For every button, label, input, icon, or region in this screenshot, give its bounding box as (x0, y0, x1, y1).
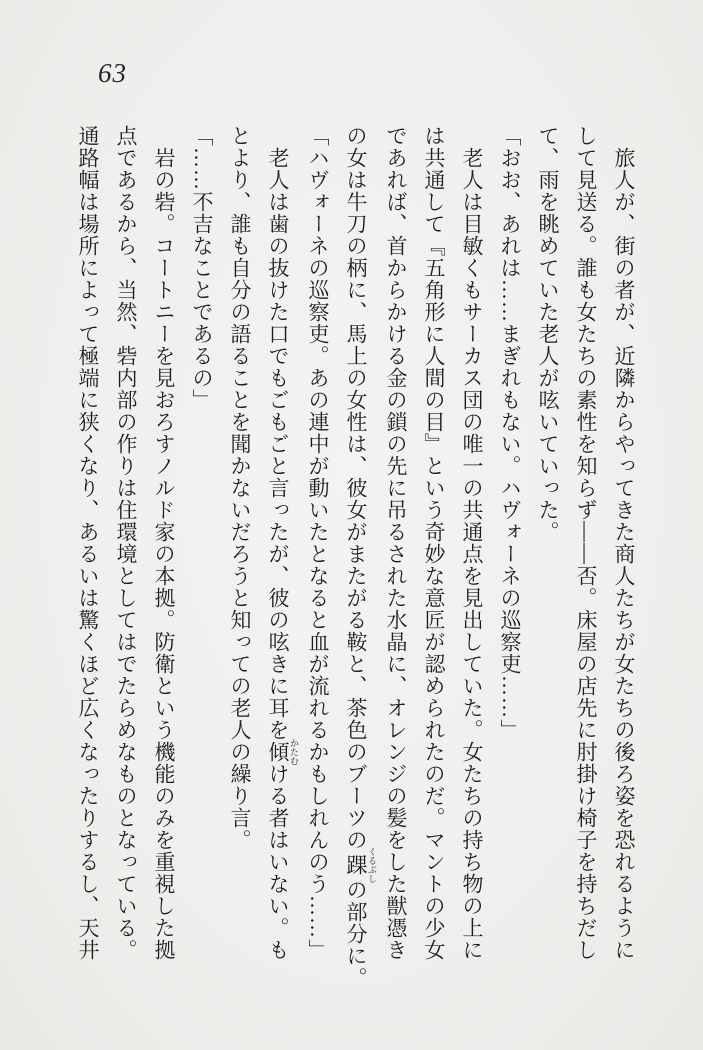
novel-text-block (69, 125, 643, 989)
text-line: 老人は歯の抜けた口でもごもごと言ったが、彼の呟きに耳を傾 かたむける者はいない。も (266, 147, 299, 961)
text-line: 岩の砦。コートニーを見おろすノルド家の本拠。防衛という機能のみを重視した拠 (152, 147, 176, 961)
page-number: 63 (98, 58, 127, 88)
text-line: 旅人が、街の者が、近隣からやってきた商人たちが女たちの後ろ姿を恐れるように (612, 147, 636, 961)
text-line: とより、誰も自分の語ることを聞かないだろうと知っての老人の繰り言。 (228, 125, 252, 851)
ruby-annotated-word: 傾 かたむ (266, 738, 299, 766)
text-line: 「おお、あれは……まぎれもない。ハヴォーネの巡察吏……」 (498, 125, 522, 741)
text-line: は共通して『五角形に人間の目』という奇妙な意匠が認められたのだ。マントの少女 (422, 125, 446, 961)
text-line: 点であるから、当然、砦内部の作りは住環境としてはでたらめなものとなっている。 (114, 125, 138, 961)
text-line: の女は牛刀の柄に、馬上の女性は、彼女がまたがる鞍と、茶色のブーツの踝 くるぶしの部分に。 (344, 125, 377, 989)
text-line: 「……不吉なことであるの」 (190, 125, 214, 411)
text-line: て、雨を眺めていた老人が呟いていった。 (536, 125, 560, 543)
text-line: 老人は目敏くもサーカス団の唯一の共通点を見出していた。女たちの持ち物の上に (460, 147, 484, 961)
text-line: して見送る。誰も女たちの素性を知らず——否。床屋の店先に肘掛け椅子を持ちだし (574, 125, 598, 961)
text-line: 通路幅は場所によって極端に狭くなり、あるいは驚くほど広くなったりするし、天井 (76, 125, 100, 961)
ruby-annotated-word: 踝 くるぶし (344, 847, 377, 883)
text-line: 「ハヴォーネの巡察吏。あの連中が動いたとなると血が流れるかもしれんのう……」 (306, 125, 330, 961)
text-line: であれば、首からかける金の鎖の先に吊るされた水晶に、オレンジの髪をした獣憑き (384, 125, 408, 961)
